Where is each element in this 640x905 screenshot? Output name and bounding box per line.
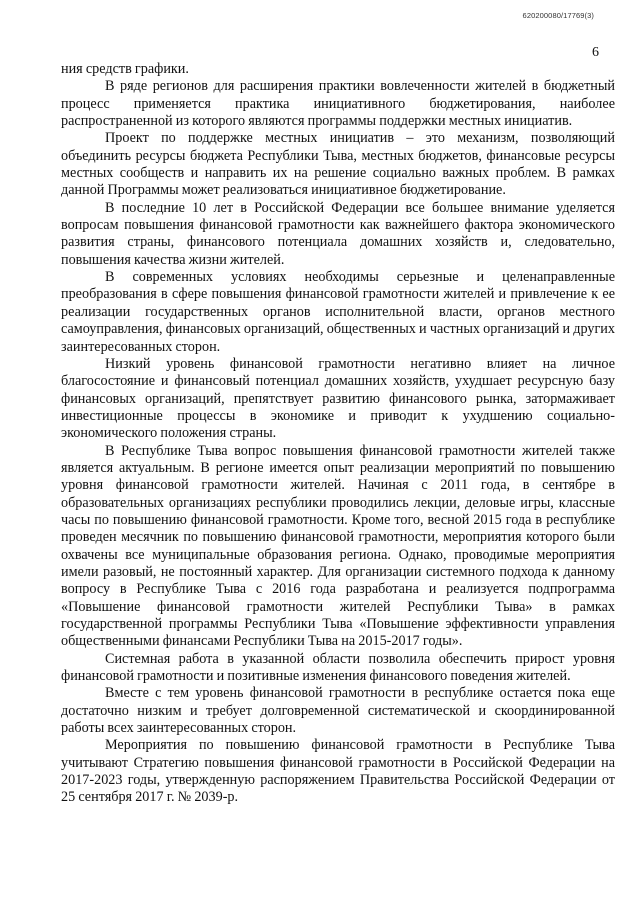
paragraph-still-low: Вместе с тем уровень финансовой грамотности в республике остается пока еще достаточно низким и требует долговременной систематической и скоординированной работы всех заинтересованных сторон. — [61, 685, 615, 737]
paragraph-strategy: Мероприятия по повышению финансовой грамотности в Республике Тыва учитывают Стратегию повышения финансовой грамотности в Российской Федерации на 2017-2023 годы, утвержденную распоряжением Правительства Российской Федерации от 25 сентября 2017 г. № 2039-р. — [61, 737, 615, 806]
paragraph-low-literacy-effects: Низкий уровень финансовой грамотности негативно влияет на личное благосостояние и финансовый потенциал домашних хозяйств, ухудшает ресурсную базу финансовых организаций, препятствует развитию финансового рынка, затормаживает инвестиционные процессы в экономике и приводит к ухудшению социально-экономического положения страны. — [61, 355, 615, 442]
paragraph-continuation: ния средств графики. — [61, 61, 189, 77]
paragraph-systematic-work: Системная работа в указанной области позволила обеспечить прирост уровня финансовой грамотности и позитивные изменения финансового поведения жителей. — [61, 650, 615, 685]
paragraph-modern-conditions: В современных условиях необходимы серьезные и целенаправленные преобразования в сфере повышения финансовой грамотности жителей и привлечение к ее реализации государственных органов исполнительной власти, органов местного самоуправления, финансовых организаций, общественных и частных организаций и других заинтересованных сторон. — [61, 269, 615, 355]
paragraph-tyva-experience: В Республике Тыва вопрос повышения финансовой грамотности жителей также является актуальным. В регионе имеется опыт реализации мероприятий по повышению уровня финансовой грамотности жителей. Начиная с 2011 года, в сентябре в образовательных организациях республики проводились лекции, деловые игры, классные часы по повышению финансовой грамотности. Кроме того, весной 2015 года в республике проведен месячник по повышению финансовой грамотности, мероприятия которого были охвачены все муниципальные образования региона. Однако, проводимые мероприятия имели разовый, не постоянный характер. Для организации системного подхода к данному вопросу в Республике Тыва с 2016 года разработана и реализуется подпрограмма «Повышение финансовой грамотности жителей Республики Тыва» в рамках государственной программы Республики Тыва «Повышение эффективности управления общественными финансами Республики Тыва на 2015-2017 годы». — [61, 442, 615, 650]
paragraph-financial-literacy-attention: В последние 10 лет в Российской Федерации все большее внимание уделяется вопросам повышения финансовой грамотности как важнейшего фактора экономического развития страны, финансового потенциала домашних хозяйств и, следовательно, повышения качества жизни жителей. — [61, 199, 615, 268]
document-body — [61, 61, 615, 807]
paragraph-local-initiatives: Проект по поддержке местных инициатив – это механизм, позволяющий объединить ресурсы бюджета Республики Тыва, местных бюджетов, финансовые ресурсы местных сообществ и направить их на решение социально важных проблем. В рамках данной Программы может реализоваться инициативное бюджетирование. — [61, 130, 615, 199]
paragraph-initiative-budgeting: В ряде регионов для расширения практики вовлеченности жителей в бюджетный процесс применяется практика инициативного бюджетирования, наиболее распространенной из которого являются программы поддержки местных инициатив. — [61, 78, 615, 130]
page-number: 6 — [592, 45, 599, 60]
document-code: 620200080/17769(3) — [522, 11, 594, 20]
